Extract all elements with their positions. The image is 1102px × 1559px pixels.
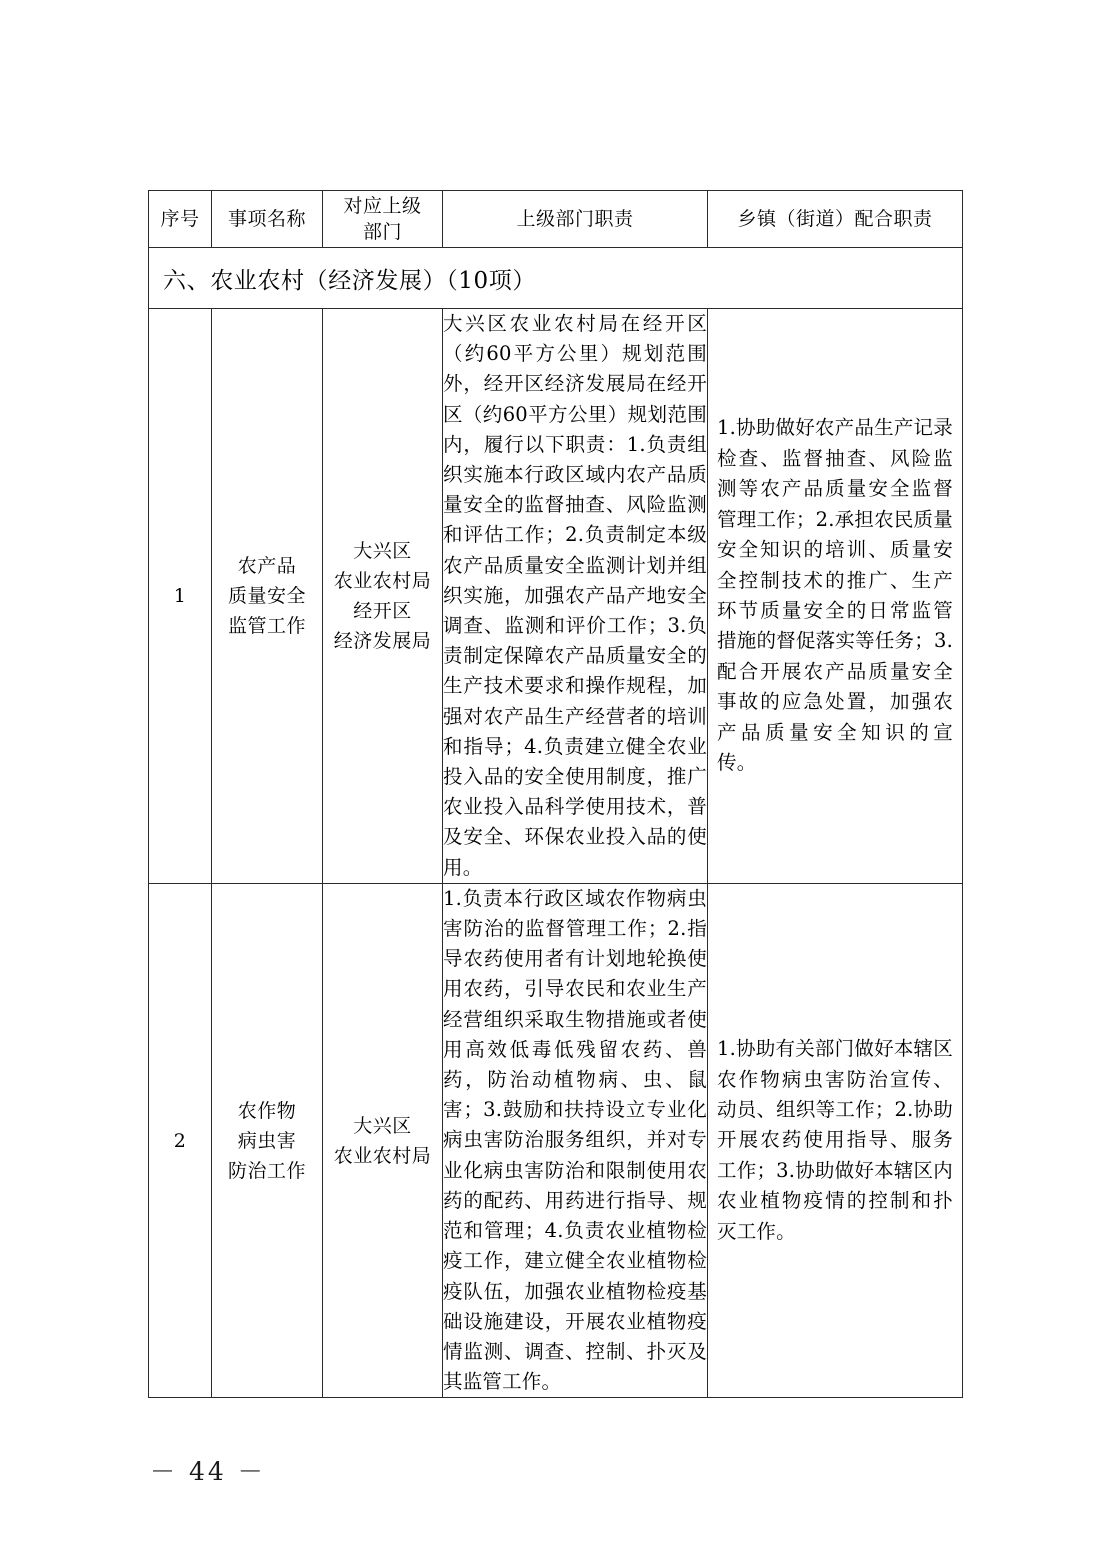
- row-town-duty: [708, 883, 963, 1397]
- header-cell-no: 序号: [149, 191, 212, 248]
- table-section-row: [149, 248, 963, 309]
- table-row: [149, 883, 963, 1397]
- dept-line3: 经开区: [353, 599, 412, 622]
- dept-line4: 经济发展局: [333, 629, 432, 652]
- responsibility-table: [148, 190, 963, 1398]
- row-upper-department: [323, 309, 443, 884]
- upper-duty-text: 大兴区农业农村局在经开区（约60平方公里）规划范围外，经开区经济发展局在经开区（约60平方公里）规划范围内，履行以下职责：1.负责组织实施本行政区域内农产品质量安全的监督抽查、风险监测和评估工作；2.负责制定本级农产品质量安全监测计划并组织实施，加强农产品产地安全调查、监测和评价工作；3.负责制定保障农产品质量安全的生产技术要求和操作规程，加强对农产品生产经营者的培训和指导；4.负责建立健全农业投入品的安全使用制度，推广农业投入品科学使用技术，普及安全、环保农业投入品的使用。: [443, 312, 707, 879]
- item-name-line2: 质量安全: [227, 584, 306, 607]
- header-cell-upper-dept: [323, 191, 443, 248]
- town-duty-text: 1.协助有关部门做好本辖区农作物病虫害防治宣传、动员、组织等工作；2.协助开展农药使用指导、服务工作；3.协助做好本辖区内农业植物疫情的控制和扑灭工作。: [717, 1037, 953, 1243]
- dept-line2: 农业农村局: [333, 1144, 432, 1167]
- header-upper-dept-line1: 对应上级: [343, 195, 422, 217]
- upper-duty-text: 1.负责本行政区域农作物病虫害防治的监督管理工作；2.指导农药使用者有计划地轮换使用农药，引导农民和农业生产经营组织采取生物措施或者使用高效低毒低残留农药、兽药，防治动植物病、虫、鼠害；3.鼓励和扶持设立专业化病虫害防治服务组织，并对专业化病虫害防治和限制使用农药的配药、用药进行指导、规范和管理；4.负责农业植物检疫工作，建立健全农业植物检疫队伍，加强农业植物检疫基础设施建设，开展农业植物疫情监测、调查、控制、扑灭及其监管工作。: [443, 886, 707, 1394]
- dept-line1: 大兴区: [353, 539, 412, 562]
- page-number: － 44 －: [150, 1457, 266, 1486]
- item-name-line1: 农作物: [237, 1099, 297, 1122]
- header-cell-town-duty: 乡镇（街道）配合职责: [708, 191, 963, 248]
- row-upper-duty: [443, 883, 708, 1397]
- row-upper-department: [323, 883, 443, 1397]
- row-town-duty: [708, 309, 963, 884]
- town-duty-text: 1.协助做好农产品生产记录检查、监督抽查、风险监测等农产品质量安全监督管理工作；2.承担农民质量安全知识的培训、质量安全控制技术的推广、生产环节质量安全的日常监管措施的督促落实等任务；3.配合开展农产品质量安全事故的应急处置，加强农产品质量安全知识的宣传。: [717, 416, 953, 774]
- header-cell-upper-duty: 上级部门职责: [443, 191, 708, 248]
- item-name-line3: 防治工作: [227, 1159, 306, 1182]
- row-upper-duty: [443, 309, 708, 884]
- table-row: [149, 309, 963, 884]
- section-title: 六、农业农村（经济发展）（10项）: [149, 248, 963, 309]
- row-number: 2: [149, 883, 212, 1397]
- row-item-name: [212, 309, 323, 884]
- header-cell-item-name: 事项名称: [212, 191, 323, 248]
- item-name-line2: 病虫害: [237, 1129, 297, 1152]
- dept-line1: 大兴区: [353, 1114, 412, 1137]
- row-item-name: [212, 883, 323, 1397]
- item-name-line3: 监管工作: [227, 614, 306, 637]
- row-number: 1: [149, 309, 212, 884]
- item-name-line1: 农产品: [237, 554, 297, 577]
- dept-line2: 农业农村局: [333, 569, 432, 592]
- table-header-row: [149, 191, 963, 248]
- header-upper-dept-line2: 部门: [362, 221, 402, 243]
